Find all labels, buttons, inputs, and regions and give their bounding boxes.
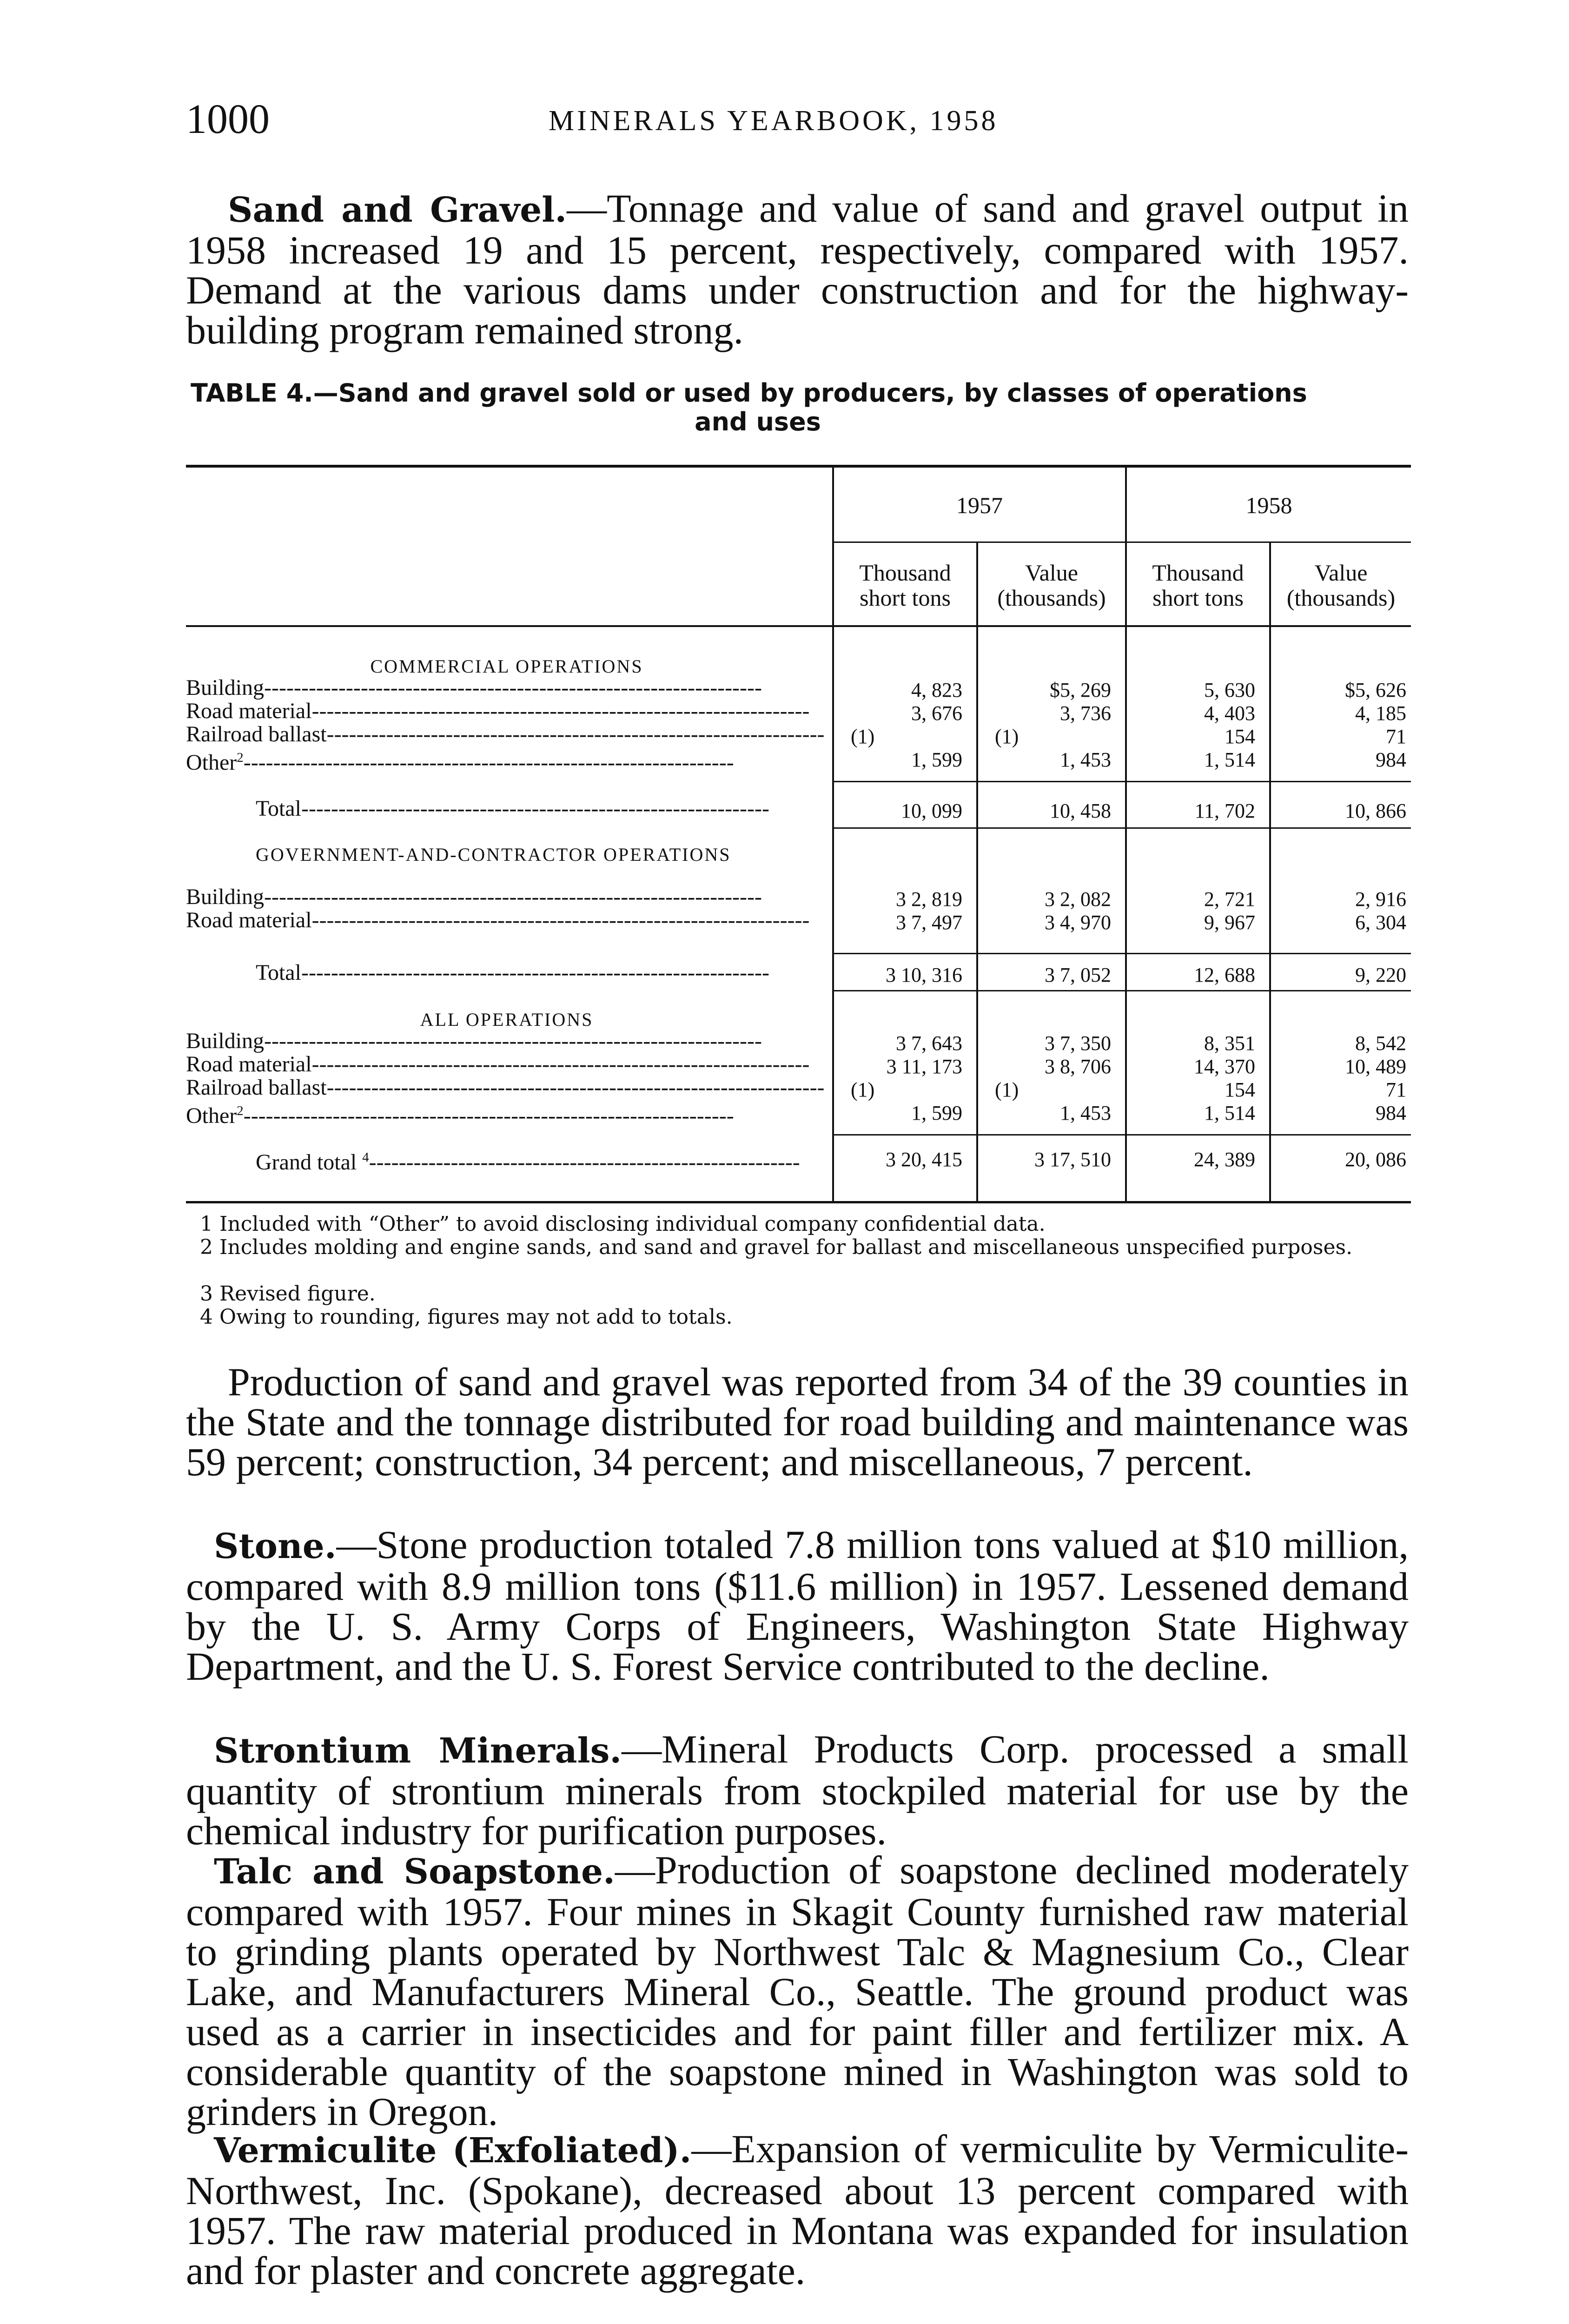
table-cell: (1) (995, 1078, 1019, 1101)
body-paragraph (186, 1729, 1409, 1851)
table-cell: 4, 403 (1204, 702, 1255, 725)
year-heading-1957: 1957 (956, 492, 1003, 518)
table-cell: 24, 389 (1194, 1148, 1255, 1171)
body-paragraph (186, 1362, 1409, 1482)
table-cell: 14, 370 (1194, 1055, 1255, 1078)
paragraph-text: —Expansion of vermiculite by Vermiculite-Northwest, Inc. (Spokane), decreased about 13 percent compared with 1957. The raw material produced in Montana was expanded for insulation and for plaster and concrete aggregate. (186, 2126, 1409, 2293)
total-label: Total--------------------------------------------------------------- (256, 797, 769, 820)
table-cell: 10, 458 (1050, 799, 1111, 822)
table-caption (191, 379, 1418, 436)
row-label: Building------------------------------------------------------------------- (186, 885, 762, 909)
row-label: Railroad ballast------------------------------------------------------------------- (186, 723, 825, 746)
table-cell: 20, 086 (1345, 1148, 1406, 1171)
column-divider (1269, 543, 1271, 1201)
subtotal-rule (832, 1134, 1411, 1136)
paragraph-heading: Stone. (214, 1526, 337, 1566)
footnote: 2 Includes molding and engine sands, and sand and gravel for ballast and miscellaneous unspecified purposes. (200, 1235, 1353, 1259)
column-header: Value (thousands) (997, 560, 1106, 611)
table-cell: 3 4, 970 (1045, 911, 1111, 934)
paragraph-text: —Stone production totaled 7.8 million tons valued at $10 million, compared with 8.9 million tons ($11.6 million) in 1957. Lessened demand by the U. S. Army Corps of Engineers, Washington State Highway Department, and the U. S. Forest Service contributed to the decline. (186, 1522, 1409, 1689)
intro-heading: Sand and Gravel. (228, 190, 567, 230)
table-cell: 3 2, 819 (896, 888, 962, 911)
table-cell: 984 (1376, 748, 1406, 771)
table-cell: 4, 185 (1355, 702, 1406, 725)
table-cell: 3 7, 350 (1045, 1032, 1111, 1055)
table-cell: 6, 304 (1355, 911, 1406, 934)
intro-paragraph (186, 188, 1409, 350)
table-cell: 1, 514 (1204, 1102, 1255, 1124)
section-title-commercial: COMMERCIAL OPERATIONS (370, 656, 643, 677)
table-cell: 3 17, 510 (1034, 1148, 1111, 1171)
table-cell: 3 11, 173 (886, 1055, 962, 1078)
footnote: 1 Included with “Other” to avoid disclosing individual company confidential data. (200, 1212, 1046, 1236)
table-cell: 10, 866 (1345, 799, 1406, 822)
table-cell: 10, 099 (901, 799, 962, 822)
table-cell: $5, 269 (1050, 679, 1111, 701)
table-cell: 3 8, 706 (1045, 1055, 1111, 1078)
table-cell: 4, 823 (911, 679, 962, 701)
table-cell: 71 (1386, 1078, 1406, 1101)
table-cell: 5, 630 (1204, 679, 1255, 701)
year-rule (832, 541, 1411, 543)
table-bottom-rule (186, 1201, 1411, 1203)
row-label: Building------------------------------------------------------------------- (186, 676, 762, 700)
grand-total-label: Grand total $^4$---------------------------------------------------------- (256, 1150, 800, 1174)
table-cell: 8, 351 (1204, 1032, 1255, 1055)
subtotal-rule (832, 781, 1411, 782)
table-cell: 12, 688 (1194, 964, 1255, 986)
table-cell: $5, 626 (1345, 679, 1406, 701)
table-cell: (1) (851, 1078, 875, 1101)
row-label: Other$^2$------------------------------------------------------------------ (186, 750, 734, 774)
table-cell: 10, 489 (1345, 1055, 1406, 1078)
row-label: Railroad ballast------------------------------------------------------------------- (186, 1076, 825, 1099)
body-paragraph (186, 1522, 1409, 1689)
subtotal-rule (832, 953, 1411, 954)
table-cell: 2, 721 (1204, 888, 1255, 911)
table-cell: 71 (1386, 725, 1406, 748)
row-label: Road material------------------------------------------------------------------- (186, 700, 810, 723)
column-header: Value (thousands) (1286, 560, 1396, 611)
table-cell: 3 7, 052 (1045, 964, 1111, 986)
table-cell: 3 2, 082 (1045, 888, 1111, 911)
intro-text: —Tonnage and value of sand and gravel output in 1958 increased 19 and 15 percent, respectively, compared with 1957. Demand at the various dams under construction and for the highway-building program remained strong. (186, 186, 1409, 352)
table-cell: 984 (1376, 1102, 1406, 1124)
column-header: Thousand short tons (859, 560, 951, 611)
table-cell: 2, 916 (1355, 888, 1406, 911)
table-cell: 3 20, 415 (886, 1148, 962, 1171)
section-title-government: GOVERNMENT-AND-CONTRACTOR OPERATIONS (256, 844, 731, 865)
paragraph-text: Production of sand and gravel was reported from 34 of the 39 counties in the State and the tonnage distributed for road building and maintenance was 59 percent; construction, 34 percent; and miscellaneous, 7 percent. (186, 1360, 1409, 1484)
table-cell: 8, 542 (1355, 1032, 1406, 1055)
table-cell: (1) (851, 725, 875, 748)
row-label: Other$^2$------------------------------------------------------------------ (186, 1103, 734, 1128)
table-cell: 3, 736 (1060, 702, 1111, 725)
running-title: MINERALS YEARBOOK, 1958 (549, 105, 999, 137)
table-cell: 1, 599 (911, 1102, 962, 1124)
total-rule (832, 827, 1411, 829)
body-paragraph (186, 1850, 1409, 2132)
table-cell: 1, 453 (1060, 1102, 1111, 1124)
table-caption-line1: TABLE 4.—Sand and gravel sold or used by producers, by classes of operations (191, 378, 1307, 408)
paragraph-heading: Vermiculite (Exfoliated). (214, 2131, 692, 2171)
column-divider (976, 543, 978, 1201)
footnote: 4 Owing to rounding, figures may not add to totals. (200, 1305, 733, 1329)
paragraph-text: —Production of soapstone declined moderately compared with 1957. Four mines in Skagit County furnished raw material to grinding plants operated by Northwest Talc & Magnesium Co., Clear Lake, and Manufacturers Mineral Co., Seattle. The ground product was used as a carrier in insecticides and for paint filler and fertilizer mix. A considerable quantity of the soapstone mined in Washington was sold to grinders in Oregon. (186, 1848, 1409, 2134)
column-header: Thousand short tons (1152, 560, 1244, 611)
row-label: Road material------------------------------------------------------------------- (186, 909, 810, 932)
table-cell: 1, 453 (1060, 748, 1111, 771)
paragraph-heading: Talc and Soapstone. (214, 1852, 615, 1892)
table-caption-line2: and uses (695, 407, 821, 436)
table-cell: 3, 676 (911, 702, 962, 725)
total-rule (832, 990, 1411, 991)
table-cell: 3 10, 316 (886, 964, 962, 986)
table-cell: 3 7, 643 (896, 1032, 962, 1055)
table-cell: (1) (995, 725, 1019, 748)
table-cell: 3 7, 497 (896, 911, 962, 934)
page-number: 1000 (186, 96, 270, 142)
table-top-rule (186, 465, 1411, 468)
table-cell: 9, 967 (1204, 911, 1255, 934)
table-cell: 1, 599 (911, 748, 962, 771)
table-cell: 154 (1225, 1078, 1255, 1101)
row-label: Building------------------------------------------------------------------- (186, 1030, 762, 1053)
paragraph-heading: Strontium Minerals. (214, 1731, 622, 1771)
paragraph-text: —Mineral Products Corp. processed a small quantity of strontium minerals from stockpiled material for use by the chemical industry for purification purposes. (186, 1727, 1409, 1853)
table-cell: 154 (1225, 725, 1255, 748)
year-heading-1958: 1958 (1245, 492, 1292, 518)
footnote: 3 Revised figure. (200, 1282, 376, 1306)
total-label: Total--------------------------------------------------------------- (256, 961, 769, 984)
table-cell: 11, 702 (1194, 799, 1255, 822)
section-title-all: ALL OPERATIONS (420, 1009, 594, 1030)
header-bottom-rule (186, 625, 1411, 627)
table-cell: 9, 220 (1355, 964, 1406, 986)
body-paragraph (186, 2126, 1409, 2293)
row-label: Road material------------------------------------------------------------------- (186, 1053, 810, 1076)
table-cell: 1, 514 (1204, 748, 1255, 771)
